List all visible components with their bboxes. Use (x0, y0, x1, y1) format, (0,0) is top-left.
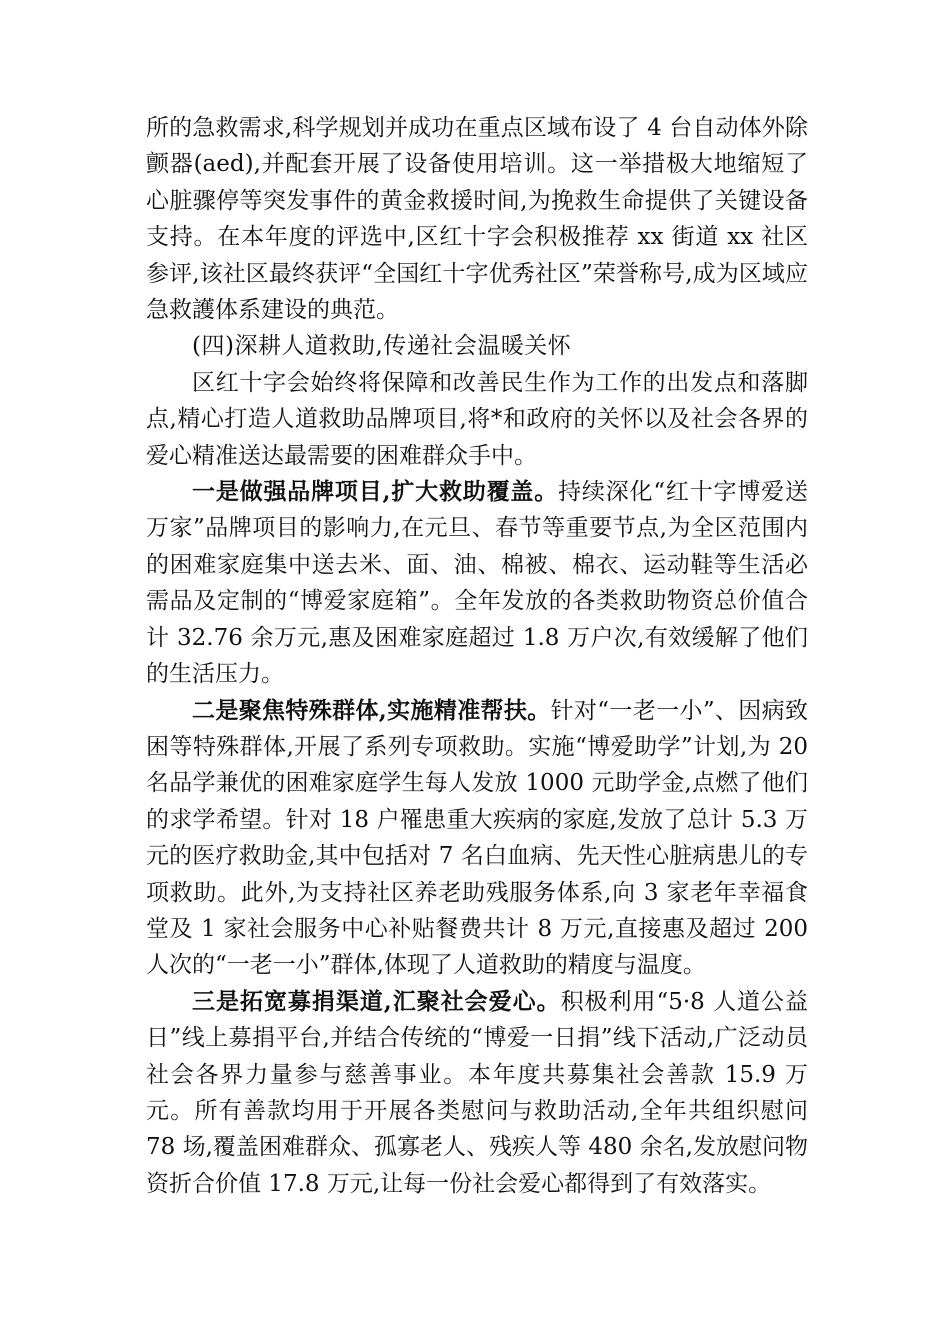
paragraph-special-groups (146, 693, 808, 984)
paragraph-lead: 二是聚焦特殊群体,实施精准帮扶。 (192, 696, 551, 724)
section-heading-4: (四)深耕人道救助,传递社会温暖关怀 (192, 333, 572, 360)
document-page (146, 110, 808, 1202)
paragraph-fundraising (146, 984, 808, 1202)
paragraph-body: 持续深化“红十字博爱送万家”品牌项目的影响力,在元旦、春节等重要节点,为全区范围内的困难家庭集中送去米、面、油、棉被、棉衣、运动鞋等生活必需品及定制的“博爱家庭箱”。全年发放的各类救助物资总价值合计 32.76 余万元,惠及困难家庭超过 1.8 万户次,有效缓解了他们的生活压力。 (146, 479, 808, 688)
paragraph-lead: 三是拓宽募捐渠道,汇聚社会爱心。 (192, 987, 561, 1015)
paragraph-body: 针对“一老一小”、因病致困等特殊群体,开展了系列专项救助。实施“博爱助学”计划,为 20 名品学兼优的困难家庭学生每人发放 1000 元助学金,点燃了他们的求学希望。针对 18 户罹患重大疾病的家庭,发放了总计 5.3 万元的医疗救助金,其中包括对 7 名白血病、先天性心脏病患儿的专项救助。此外,为支持社区养老助残服务体系,向 3 家老年幸福食堂及 1 家社会服务中心补贴餐费共计 8 万元,直接惠及超过 200 人次的“一老一小”群体,体现了人道救助的精度与温度。 (146, 697, 808, 979)
paragraph-aed: 所的急救需求,科学规划并成功在重点区域布设了 4 台自动体外除颤器(aed),并配套开展了设备使用培训。这一举措极大地缩短了心脏骤停等突发事件的黄金救援时间,为挽救生命提供了关键设备支持。在本年度的评选中,区红十字会积极推荐 xx 街道 xx 社区参评,该社区最终获评“全国红十字优秀社区”荣誉称号,成为区域应急救護体系建设的典范。 (146, 115, 808, 324)
paragraph-brand-project (146, 474, 808, 692)
paragraph-intro: 区红十字会始终将保障和改善民生作为工作的出发点和落脚点,精心打造人道救助品牌项目,将*和政府的关怀以及社会各界的爱心精准送达最需要的困难群众手中。 (146, 369, 808, 469)
paragraph-lead: 一是做强品牌项目,扩大救助覆盖。 (192, 478, 559, 506)
paragraph-body: 积极利用“5·8 人道公益日”线上募捐平台,并结合传统的“博爱一日捐”线下活动,广泛动员社会各界力量参与慈善事业。本年度共募集社会善款 15.9 万元。所有善款均用于开展各类慰问与救助活动,全年共组织慰问 78 场,覆盖困难群众、孤寡老人、残疾人等 480 余名,发放慰问物资折合价值 17.8 万元,让每一份社会爱心都得到了有效落实。 (146, 988, 808, 1197)
